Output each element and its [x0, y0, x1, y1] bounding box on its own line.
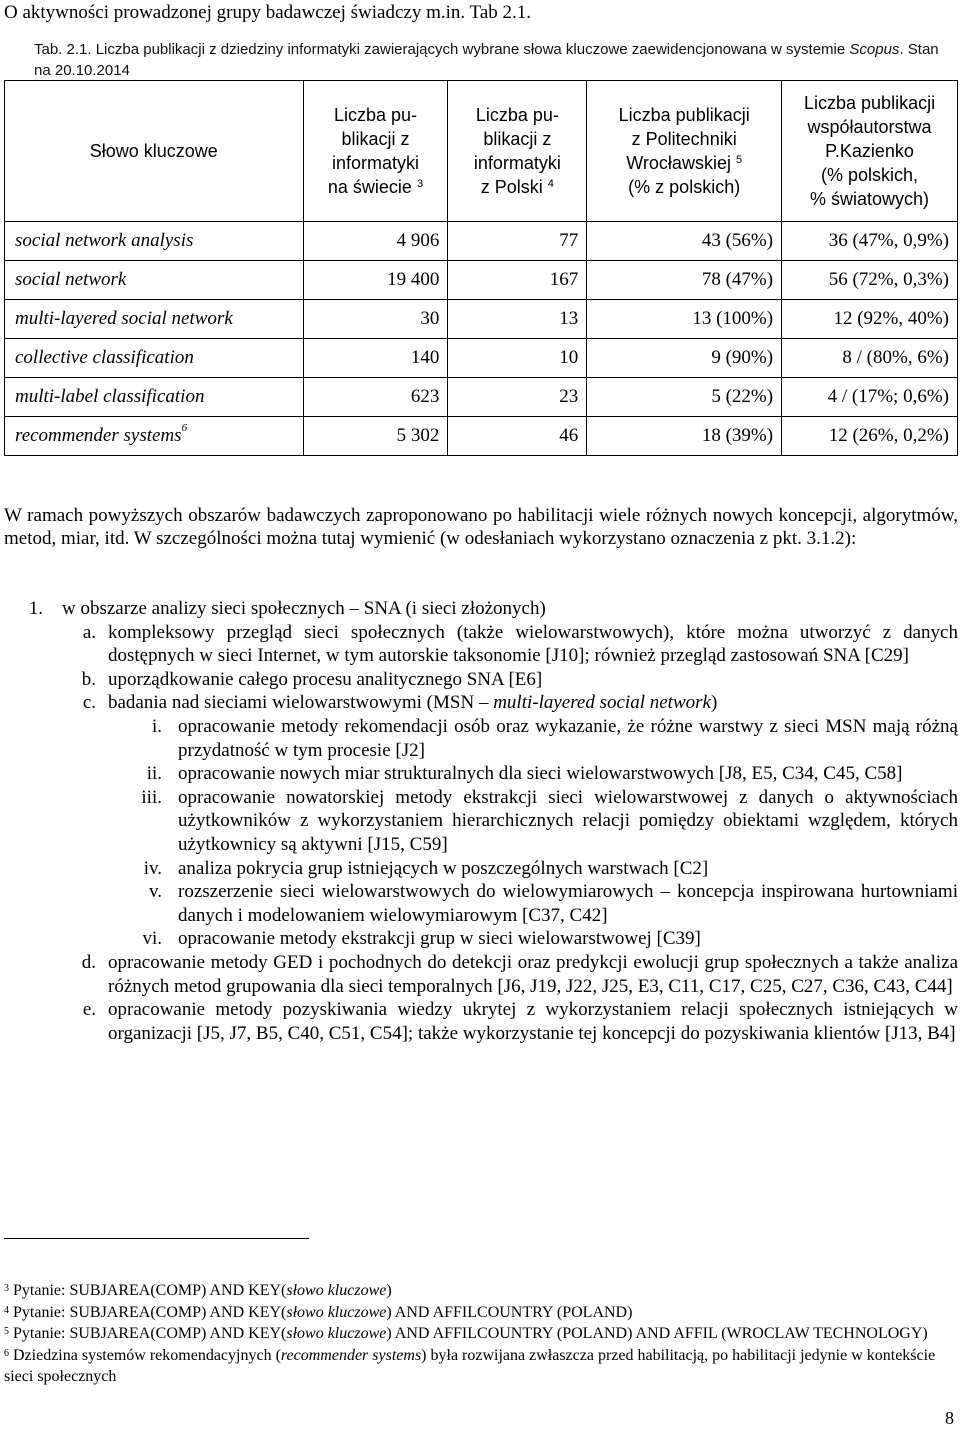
- cell-keyword: multi-layered social network: [5, 300, 304, 339]
- header-line: informatyki: [473, 153, 561, 173]
- list-text: opracowanie metody pozyskiwania wiedzy ukrytej z wykorzystaniem relacji społecznych istniejących w organizacji [J5, J7, B5, C40, C51, C54]; także wykorzystanie tej koncepcji do pozyskiwania klientów [J13, B4]: [108, 999, 958, 1044]
- footnote: [4, 1345, 956, 1388]
- cell-keyword: social network: [5, 261, 304, 300]
- header-line: Wrocławskiej: [626, 153, 731, 173]
- header-line: Liczba pu-: [475, 105, 559, 125]
- list-text: rozszerzenie sieci wielowarstwowych do wielowymiarowych – koncepcja inspirowana hurtowniami danych i modelowaniem wielowymiarowym [C37, C42]: [178, 881, 958, 926]
- cell-world: 30: [303, 300, 448, 339]
- footnote-text: ) była rozwijana zwłaszcza przed habilitacją, po habilitacji jedynie w kontekście sieci społecznych: [4, 1346, 936, 1385]
- list-label: d.: [81, 951, 96, 973]
- cell-world: 19 400: [303, 261, 448, 300]
- table-header-row: [5, 81, 958, 222]
- cell-pwr: 78 (47%): [587, 261, 782, 300]
- list-text-part: badania nad sieciami wielowarstwowymi (MSN –: [108, 692, 494, 714]
- caption-italic: Scopus: [849, 41, 900, 58]
- cell-world: 623: [303, 378, 448, 417]
- cell-poland: 13: [448, 300, 587, 339]
- list-text: analiza pokrycia grup istniejących w poszczególnych warstwach [C2]: [178, 857, 709, 879]
- list-text: w obszarze analizy sieci społecznych – SNA (i sieci złożonych): [62, 598, 546, 619]
- table-caption: [34, 39, 939, 81]
- cell-world: 140: [303, 339, 448, 378]
- list-label: vi.: [142, 928, 162, 950]
- footnote-number: 4: [4, 1304, 9, 1316]
- header-line: % światowych): [810, 189, 930, 209]
- body-paragraph: W ramach powyższych obszarów badawczych zaproponowano po habilitacji wiele różnych nowych koncepcji, algorytmów, metod, miar, itd. W szczególności można tutaj wymienić (w odesłaniach wykorzystano oznaczenia z pkt. 3.1.2):: [4, 505, 958, 549]
- list-label: v.: [148, 881, 162, 903]
- cell-kazienko: 4 / (17%; 0,6%): [782, 378, 958, 417]
- list-item: [0, 597, 958, 621]
- cell-world: 4 906: [303, 222, 448, 261]
- footnote-italic: recommender systems: [280, 1346, 422, 1364]
- cell-kazienko: 56 (72%, 0,3%): [782, 261, 958, 300]
- cell-world: 5 302: [303, 417, 448, 456]
- header-line: na świecie: [327, 177, 412, 197]
- footnote-number: 6: [4, 1347, 9, 1359]
- cell-keyword: collective classification: [5, 339, 304, 378]
- list-label: ii.: [146, 763, 162, 785]
- header-line: z Politechniki: [631, 129, 737, 149]
- list-label: b.: [81, 668, 96, 690]
- cell-pwr: 18 (39%): [587, 417, 782, 456]
- header-line: Liczba publikacji: [618, 105, 750, 125]
- footnote-ref: 3: [416, 178, 424, 190]
- header-world: [303, 81, 448, 222]
- cell-kazienko: 36 (47%, 0,9%): [782, 222, 958, 261]
- header-line: z Polski: [480, 177, 543, 197]
- list-text: opracowanie nowatorskiej metody ekstrakcji sieci wielowarstwowej z danych o aktywnościach użytkowników z wykorzystaniem hierarchicznych relacji pomiędzy obiektami względem, których użytkownicy są aktywni [J15, C59]: [178, 786, 958, 855]
- cell-poland: 46: [448, 417, 587, 456]
- intro-text: O aktywności prowadzonej grupy badawczej świadczy m.in. Tab 2.1.: [4, 2, 531, 23]
- cell-pwr: 13 (100%): [587, 300, 782, 339]
- header-line: Liczba publikacji: [804, 93, 936, 113]
- list-text: opracowanie metody rekomendacji osób oraz wykazanie, że różne warstwy z sieci MSN mają różną przydatność w tym procesie [J2]: [178, 715, 958, 761]
- list-text: [108, 691, 958, 715]
- footnote-text: ): [386, 1282, 392, 1299]
- footnote-divider: [4, 1238, 309, 1239]
- cell-pwr: 9 (90%): [587, 339, 782, 378]
- cell-kazienko: 8 / (80%, 6%): [782, 339, 958, 378]
- header-line: (% z polskich): [628, 177, 741, 197]
- list-label: i.: [151, 715, 162, 737]
- footnote-number: 5: [4, 1326, 9, 1337]
- table-row: [5, 417, 958, 456]
- footnote: [4, 1302, 956, 1324]
- caption-text: Tab. 2.1. Liczba publikacji z dziedziny informatyki zawierających wybrane słowa kluczowe zaewidencjonowana w systemie: [34, 41, 850, 58]
- cell-poland: 23: [448, 378, 587, 417]
- header-line: współautorstwa: [807, 117, 932, 137]
- keyword-text: recommender systems: [15, 425, 182, 446]
- list-label: 1.: [28, 598, 43, 619]
- list-text-part: ): [710, 692, 718, 714]
- list-text: opracowanie nowych miar strukturalnych dla sieci wielowarstwowych [J8, E5, C34, C45, C58]: [178, 763, 903, 785]
- caption-date: . Stan na 20.10.2014: [34, 41, 939, 79]
- table-row: [5, 378, 958, 417]
- header-line: P.Kazienko: [825, 141, 914, 161]
- header-keyword: [5, 81, 304, 222]
- cell-keyword: social network analysis: [5, 222, 304, 261]
- header-line: (% polskich,: [821, 165, 919, 185]
- list-item: [0, 927, 958, 951]
- footnote-italic: słowo kluczowe: [286, 1303, 387, 1321]
- cell-poland: 77: [448, 222, 587, 261]
- list-text: uporządkowanie całego procesu analitycznego SNA [E6]: [108, 668, 543, 690]
- footnote-text: Dziedzina systemów rekomendacyjnych (: [13, 1346, 281, 1364]
- list-item: [0, 786, 958, 857]
- list-item: [0, 621, 958, 668]
- list-label: a.: [82, 621, 96, 643]
- list-item: [0, 691, 958, 715]
- footnote: [4, 1280, 956, 1302]
- cell-keyword: multi-label classification: [5, 378, 304, 417]
- list-item: [0, 880, 958, 927]
- list-label: c.: [82, 692, 96, 714]
- table-row: [5, 261, 958, 300]
- list-label: iv.: [143, 857, 162, 879]
- header-kazienko: [782, 81, 958, 222]
- header-line: blikacji z: [483, 129, 552, 149]
- cell-kazienko: 12 (92%, 40%): [782, 300, 958, 339]
- list-label: iii.: [141, 786, 162, 808]
- footnote-italic: słowo kluczowe: [286, 1282, 387, 1299]
- list-text: kompleksowy przegląd sieci społecznych (także wielowarstwowych), które można utworzyć z danych dostępnych w sieci Internet, w tym autorskie taksonomie [J10]; również przegląd zastosowań SNA [C29]: [108, 621, 958, 667]
- list-text: opracowanie metody ekstrakcji grup w sieci wielowarstwowej [C39]: [178, 928, 701, 950]
- footnote: [4, 1323, 956, 1345]
- table-row: [5, 222, 958, 261]
- header-pwr: [587, 81, 782, 222]
- list-text: opracowanie metody GED i pochodnych do detekcji oraz predykcji ewolucji grup społecznych a także analiza różnych metod grupowania dla sieci temporalnych [J6, J19, J22, J25, E3, C11, C17, C25, C27, C36, C43, C44]: [108, 951, 958, 997]
- footnote-text: Pytanie: SUBJAREA(COMP) AND KEY(: [13, 1325, 287, 1342]
- cell-pwr: 43 (56%): [587, 222, 782, 261]
- footnote-text: Pytanie: SUBJAREA(COMP) AND KEY(: [13, 1282, 287, 1299]
- cell-keyword: [5, 417, 304, 456]
- header-poland: [448, 81, 587, 222]
- list-label: e.: [82, 999, 96, 1021]
- list-item: [0, 951, 958, 998]
- header-line: blikacji z: [341, 129, 410, 149]
- header-line: Liczba pu-: [333, 105, 417, 125]
- footnote-ref: 6: [181, 422, 188, 434]
- list-item: [0, 762, 958, 786]
- footnote-italic: słowo kluczowe: [286, 1325, 387, 1342]
- list-item: [0, 668, 958, 692]
- footnotes: [4, 1280, 956, 1388]
- footnote-text: ) AND AFFILCOUNTRY (POLAND): [386, 1303, 633, 1321]
- cell-poland: 10: [448, 339, 587, 378]
- header-keyword-label: Słowo kluczowe: [89, 141, 218, 161]
- page-number: 8: [945, 1408, 954, 1428]
- list-item: [0, 857, 958, 881]
- publications-table: [4, 80, 958, 456]
- footnote-text: Pytanie: SUBJAREA(COMP) AND KEY(: [13, 1303, 287, 1321]
- table-row: [5, 300, 958, 339]
- list-item: [0, 998, 958, 1045]
- cell-poland: 167: [448, 261, 587, 300]
- footnote-text: ) AND AFFILCOUNTRY (POLAND) AND AFFIL (WROCLAW TECHNOLOGY): [386, 1325, 928, 1342]
- list-item: [0, 715, 958, 762]
- footnote-number: 3: [4, 1283, 9, 1294]
- table-row: [5, 339, 958, 378]
- footnote-ref: 5: [735, 154, 743, 166]
- contributions-list: [0, 597, 958, 1045]
- footnote-ref: 4: [547, 178, 554, 190]
- header-line: informatyki: [331, 153, 419, 173]
- cell-pwr: 5 (22%): [587, 378, 782, 417]
- list-text-italic: multi-layered social network: [493, 692, 711, 714]
- cell-kazienko: 12 (26%, 0,2%): [782, 417, 958, 456]
